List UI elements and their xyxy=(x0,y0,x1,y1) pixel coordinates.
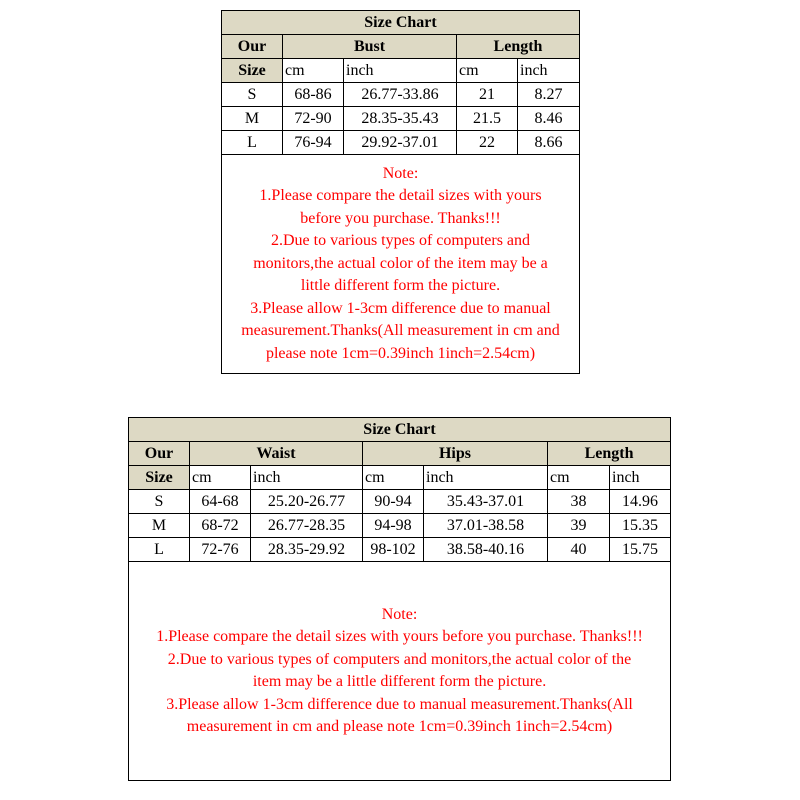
table-row xyxy=(222,131,580,155)
size-header-size: Size xyxy=(222,59,283,83)
unit-inch: inch xyxy=(518,59,580,83)
unit-inch: inch xyxy=(610,466,671,490)
table-cell: 72-90 xyxy=(283,107,344,131)
bust-header: Bust xyxy=(283,35,457,59)
table-cell: 15.35 xyxy=(610,514,671,538)
unit-cm: cm xyxy=(283,59,344,83)
unit-cm: cm xyxy=(190,466,251,490)
chart-title: Size Chart xyxy=(222,11,580,35)
size-cell: M xyxy=(129,514,190,538)
table-cell: 28.35-29.92 xyxy=(251,538,363,562)
table-cell: 28.35-35.43 xyxy=(344,107,457,131)
top-size-chart xyxy=(221,10,580,374)
size-cell: S xyxy=(222,83,283,107)
table-cell: 26.77-33.86 xyxy=(344,83,457,107)
table-cell: 25.20-26.77 xyxy=(251,490,363,514)
table-cell: 35.43-37.01 xyxy=(424,490,548,514)
note-line: 3.Please allow 1-3cm difference due to manual xyxy=(250,299,551,317)
waist-header: Waist xyxy=(190,442,363,466)
note-line: little different form the picture. xyxy=(300,277,501,295)
note-line: item may be a little different form the picture. xyxy=(252,673,547,690)
size-cell: S xyxy=(129,490,190,514)
table-cell: 68-72 xyxy=(190,514,251,538)
table-row xyxy=(129,538,671,562)
table-cell: 38 xyxy=(548,490,610,514)
note-line: measurement.Thanks(All measurement in cm and xyxy=(241,322,560,340)
table-cell: 98-102 xyxy=(363,538,424,562)
table-cell: 38.58-40.16 xyxy=(424,538,548,562)
table-cell: 8.27 xyxy=(518,83,580,107)
note-line: Note: xyxy=(382,164,419,182)
table-cell: 15.75 xyxy=(610,538,671,562)
table-row xyxy=(222,107,580,131)
table-cell: 26.77-28.35 xyxy=(251,514,363,538)
size-header-size: Size xyxy=(129,466,190,490)
size-header-our: Our xyxy=(129,442,190,466)
note-line: monitors,the actual color of the item may be a xyxy=(253,254,548,272)
table-row xyxy=(222,83,580,107)
bottom-size-chart xyxy=(128,417,671,781)
unit-cm: cm xyxy=(457,59,518,83)
note-line: before you purchase. Thanks!!! xyxy=(300,209,501,227)
notes-block xyxy=(129,562,671,781)
table-cell: 21.5 xyxy=(457,107,518,131)
table-row xyxy=(129,514,671,538)
unit-inch: inch xyxy=(251,466,363,490)
size-cell: L xyxy=(222,131,283,155)
unit-inch: inch xyxy=(424,466,548,490)
note-line: please note 1cm=0.39inch 1inch=2.54cm) xyxy=(265,344,536,362)
table-cell: 76-94 xyxy=(283,131,344,155)
note-line: 2.Due to various types of computers and xyxy=(270,232,531,250)
length-header: Length xyxy=(548,442,671,466)
unit-cm: cm xyxy=(363,466,424,490)
table-cell: 90-94 xyxy=(363,490,424,514)
table-cell: 94-98 xyxy=(363,514,424,538)
unit-cm: cm xyxy=(548,466,610,490)
note-line: 1.Please compare the detail sizes with yours xyxy=(259,187,542,205)
hips-header: Hips xyxy=(363,442,548,466)
table-row xyxy=(129,490,671,514)
chart-title: Size Chart xyxy=(129,418,671,442)
table-cell: 8.66 xyxy=(518,131,580,155)
note-line: 1.Please compare the detail sizes with yours before you purchase. Thanks!!! xyxy=(156,628,643,645)
table-cell: 39 xyxy=(548,514,610,538)
note-line: 2.Due to various types of computers and monitors,the actual color of the xyxy=(167,650,632,668)
table-cell: 22 xyxy=(457,131,518,155)
size-cell: L xyxy=(129,538,190,562)
table-cell: 64-68 xyxy=(190,490,251,514)
table-cell: 14.96 xyxy=(610,490,671,514)
table-cell: 40 xyxy=(548,538,610,562)
note-line: Note: xyxy=(381,605,418,623)
size-cell: M xyxy=(222,107,283,131)
unit-inch: inch xyxy=(344,59,457,83)
length-header: Length xyxy=(457,35,580,59)
table-cell: 8.46 xyxy=(518,107,580,131)
table-cell: 29.92-37.01 xyxy=(344,131,457,155)
table-cell: 72-76 xyxy=(190,538,251,562)
table-cell: 37.01-38.58 xyxy=(424,514,548,538)
note-line: 3.Please allow 1-3cm difference due to manual measurement.Thanks(All xyxy=(166,695,633,713)
table-cell: 68-86 xyxy=(283,83,344,107)
table-cell: 21 xyxy=(457,83,518,107)
size-header-our: Our xyxy=(222,35,283,59)
note-line: measurement in cm and please note 1cm=0.39inch 1inch=2.54cm) xyxy=(186,718,613,735)
notes-block xyxy=(222,155,580,374)
